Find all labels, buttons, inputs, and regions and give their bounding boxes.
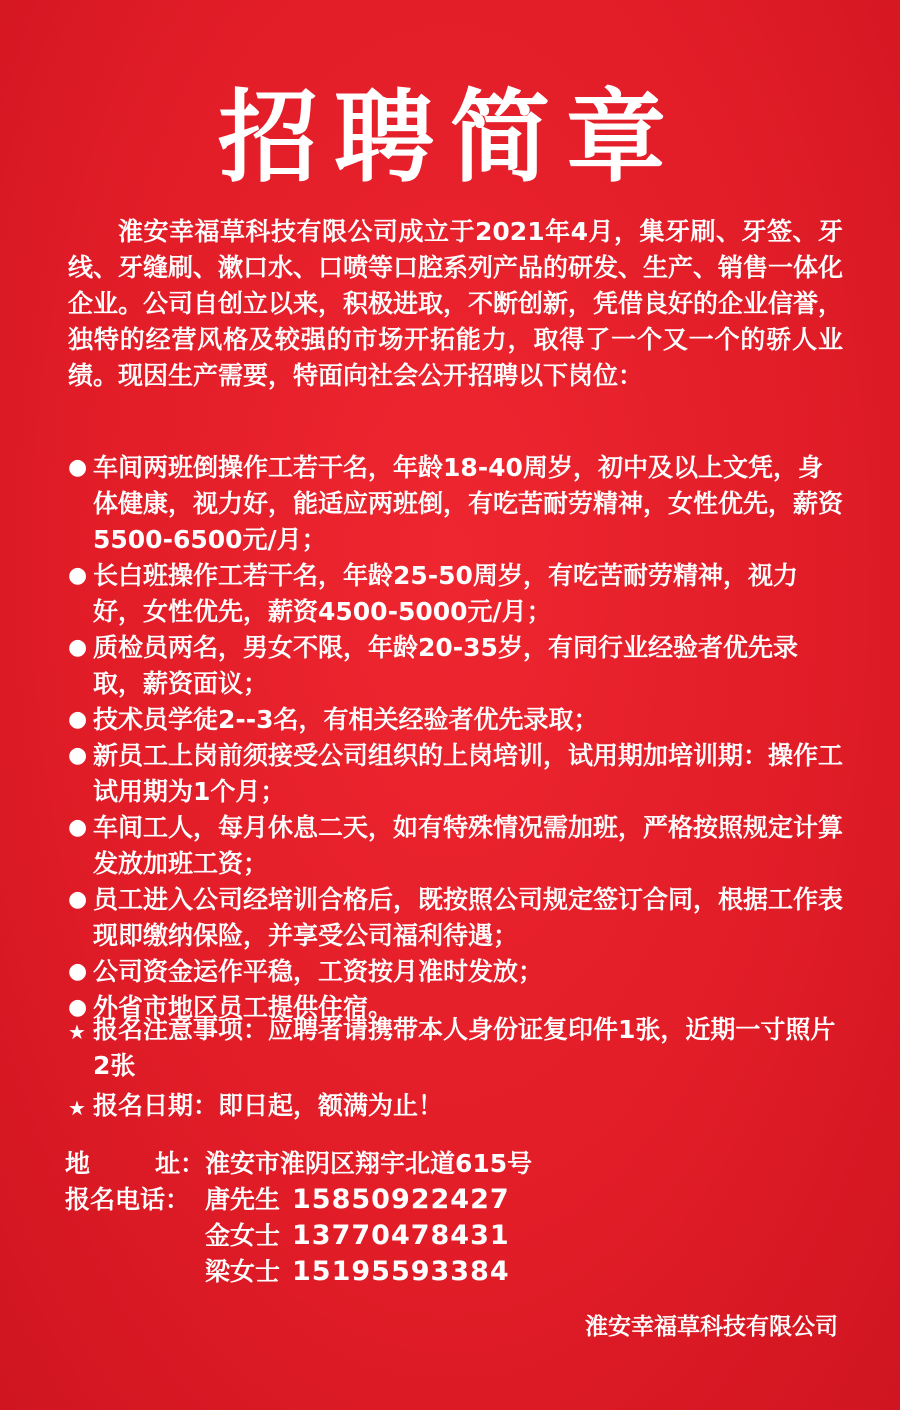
list-item xyxy=(68,450,843,558)
notes-list xyxy=(68,1012,843,1128)
position-text: 员工进入公司经培训合格后，既按照公司规定签订合同，根据工作表现即缴纳保险，并享受公司福利待遇； xyxy=(93,885,844,950)
phone-row xyxy=(65,1254,845,1290)
contact-name: 唐先生 xyxy=(205,1185,281,1214)
phone-number: 15195593384 xyxy=(292,1256,510,1287)
note-text: 报名日期：即日起，额满为止！ xyxy=(93,1091,444,1120)
bullet-icon: ● xyxy=(68,563,88,588)
phone-number: 13770478431 xyxy=(292,1220,510,1251)
star-icon: ★ xyxy=(68,1020,86,1044)
bullet-icon: ● xyxy=(68,887,88,912)
phone-row xyxy=(65,1218,845,1254)
page-title: 招聘简章 xyxy=(218,79,682,196)
list-item xyxy=(68,810,843,882)
phone-number: 15850922427 xyxy=(292,1184,510,1215)
list-item xyxy=(68,702,843,738)
position-text: 车间两班倒操作工若干名，年龄18-40周岁，初中及以上文凭，身体健康，视力好，能适应两班倒，有吃苦耐劳精神，女性优先，薪资5500-6500元/月； xyxy=(93,453,844,554)
position-text: 长白班操作工若干名，年龄25-50周岁，有吃苦耐劳精神，视力好，女性优先，薪资4500-5000元/月； xyxy=(93,561,798,626)
contact-name: 金女士 xyxy=(205,1221,281,1250)
phone-row-primary xyxy=(65,1182,845,1218)
position-text: 公司资金运作平稳，工资按月准时发放； xyxy=(93,957,544,986)
bullet-icon: ● xyxy=(68,635,88,660)
address-label: 地 址： xyxy=(65,1149,205,1178)
bullet-icon: ● xyxy=(68,959,88,984)
position-text: 车间工人，每月休息二天，如有特殊情况需加班，严格按照规定计算发放加班工资； xyxy=(93,813,844,878)
position-text: 质检员两名，男女不限，年龄20-35岁，有同行业经验者优先录取，薪资面议； xyxy=(93,633,798,698)
note-text: 报名注意事项：应聘者请携带本人身份证复印件1张，近期一寸照片2张 xyxy=(93,1015,836,1080)
note-item xyxy=(68,1088,843,1124)
bullet-icon: ● xyxy=(68,995,88,1020)
position-text: 外省市地区员工提供住宿。 xyxy=(93,993,394,1022)
bullet-icon: ● xyxy=(68,743,88,768)
contact-name: 梁女士 xyxy=(205,1257,281,1286)
list-item xyxy=(68,738,843,810)
list-item xyxy=(68,954,843,990)
list-item xyxy=(68,558,843,630)
phone-label: 报名电话： xyxy=(65,1185,191,1214)
address-value: 淮安市淮阴区翔宇北道615号 xyxy=(205,1149,533,1178)
list-item xyxy=(68,882,843,954)
note-item xyxy=(68,1012,843,1084)
position-list xyxy=(68,450,843,1026)
contact-section xyxy=(65,1146,845,1290)
position-text: 技术员学徒2--3名，有相关经验者优先录取； xyxy=(93,705,599,734)
position-text: 新员工上岗前须接受公司组织的上岗培训，试用期加培训期：操作工试用期为1个月； xyxy=(93,741,844,806)
list-item xyxy=(68,630,843,702)
bullet-icon: ● xyxy=(68,815,88,840)
bullet-icon: ● xyxy=(68,455,88,480)
bullet-icon: ● xyxy=(68,707,88,732)
address-row xyxy=(65,1146,845,1182)
star-icon: ★ xyxy=(68,1096,86,1120)
company-signature: 淮安幸福草科技有限公司 xyxy=(585,1314,838,1340)
company-intro: 淮安幸福草科技有限公司成立于2021年4月，集牙刷、牙签、牙线、牙缝刷、漱口水、口喷等口腔系列产品的研发、生产、销售一体化企业。公司自创立以来，积极进取，不断创新，凭借良好的企业信誉，独特的经营风格及较强的市场开拓能力，取得了一个又一个的骄人业绩。现因生产需要，特面向社会公开招聘以下岗位： xyxy=(68,217,844,390)
